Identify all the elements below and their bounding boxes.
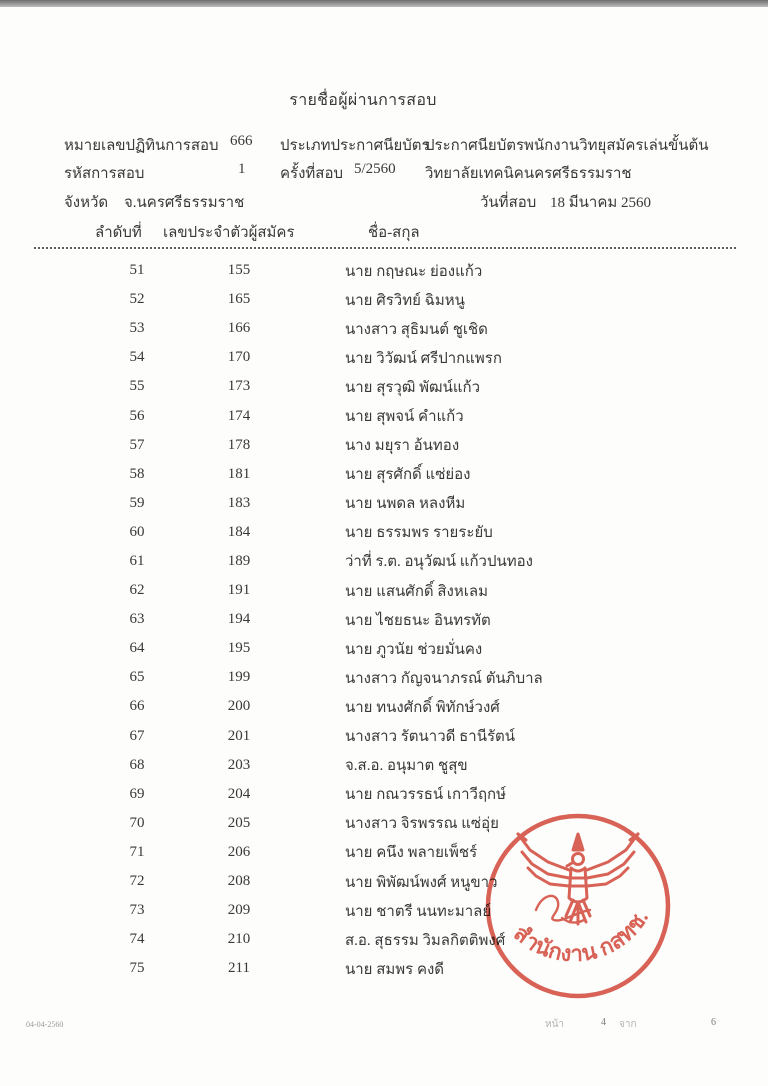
row-full-name: นางสาว รัตนาวดี ธานีรัตน์ [345,729,516,746]
row-order-number: 73 [129,902,145,919]
row-full-name: นาย กฤษณะ ย่องแก้ว [345,263,483,280]
row-full-name: นาย ชาตรี นนทะมาลย์ [345,903,492,920]
row-applicant-id: 201 [227,727,251,744]
table-row [0,838,768,867]
row-full-name: นาง มยุรา อ้นทอง [345,438,460,455]
row-applicant-id: 211 [228,960,250,977]
row-full-name: ว่าที่ ร.ต. อนุวัฒน์ แก้วปนทอง [345,554,533,571]
column-header-applicant-id: เลขประจำตัวผู้สมัคร [163,225,295,241]
table-row [0,809,768,838]
row-applicant-id: 184 [227,523,251,540]
table-row [0,722,768,751]
row-applicant-id: 199 [227,669,251,686]
row-applicant-id: 178 [227,436,251,453]
row-order-number: 57 [129,436,145,453]
province-label: จังหวัด [64,195,109,211]
row-full-name: นาย ธรรมพร รายระยับ [345,525,493,542]
row-applicant-id: 174 [227,407,251,424]
row-order-number: 60 [129,523,145,540]
table-row [0,663,768,692]
row-full-name: นาย ทนงศักดิ์ พิทักษ์วงศ์ [345,699,500,716]
exam-session-value: 5/2560 [354,161,396,177]
page-label: หน้า [545,1019,565,1030]
page-of-label: จาก [619,1019,637,1030]
row-applicant-id: 189 [227,552,251,569]
row-full-name: นาย พิพัฒน์พงศ์ หนูขาว [345,874,498,891]
table-row [0,489,768,518]
row-order-number: 56 [129,407,145,424]
row-order-number: 63 [129,611,145,628]
table-row [0,285,768,314]
table-row [0,605,768,634]
row-order-number: 70 [129,814,145,831]
table-row [0,401,768,430]
scan-edge [0,0,768,7]
row-full-name: นาย สุรศักดิ์ แซ่ย่อง [345,467,471,484]
row-full-name: จ.ส.อ. อนุมาต ชูสุข [345,758,468,775]
row-full-name: นาย ศิรวิทย์ ฉิมหนู [345,292,465,309]
column-header-order: ลำดับที่ [95,225,142,241]
row-full-name: นาย คนึง พลายเพ็ชร์ [345,845,478,862]
table-row [0,634,768,663]
table-row [0,372,768,401]
row-order-number: 68 [129,756,145,773]
row-full-name: นาย สมพร คงดี [345,961,445,978]
table-row [0,751,768,780]
results-table-body [0,256,768,983]
row-order-number: 72 [129,873,145,890]
row-applicant-id: 204 [227,785,251,802]
row-full-name: นาย ไชยธนะ อินทรทัต [345,612,491,629]
row-order-number: 66 [129,698,145,715]
page-number: 4 [601,1017,606,1028]
row-applicant-id: 183 [227,494,251,511]
row-applicant-id: 195 [227,640,251,657]
row-applicant-id: 200 [227,698,251,715]
exam-code-label: รหัสการสอบ [64,166,145,182]
row-applicant-id: 173 [227,378,251,395]
row-order-number: 71 [129,843,145,860]
print-date: 04-04-2560 [26,1020,64,1029]
row-applicant-id: 209 [227,902,251,919]
row-applicant-id: 206 [227,843,251,860]
calendar-number-label: หมายเลขปฏิทินการสอบ [64,138,219,154]
row-full-name: นางสาว สุธิมนต์ ชูเชิด [345,321,488,338]
row-order-number: 61 [129,552,145,569]
row-applicant-id: 203 [227,756,251,773]
table-row [0,547,768,576]
row-order-number: 58 [129,465,145,482]
table-row [0,896,768,925]
table-row [0,954,768,983]
row-applicant-id: 205 [227,814,251,831]
row-applicant-id: 155 [227,262,251,279]
row-order-number: 62 [129,582,145,599]
exam-date-value: 18 มีนาคม 2560 [550,195,651,211]
header-divider [34,247,736,249]
row-full-name: นาย แสนศักดิ์ สิงหเลม [345,583,488,600]
column-header-name: ชื่อ-สกุล [368,225,420,241]
row-applicant-id: 170 [227,349,251,366]
row-full-name: นาย กณวรรธน์ เกาวีฤกษ์ [345,787,507,804]
exam-code-value: 1 [238,161,246,177]
certificate-type-label: ประเภทประกาศนียบัตร [280,138,430,154]
table-row [0,431,768,460]
table-row [0,692,768,721]
row-order-number: 74 [129,931,145,948]
certificate-type-value: ประกาศนียบัตรพนักงานวิทยุสมัครเล่นขั้นต้น [425,138,709,154]
table-row [0,518,768,547]
table-row [0,576,768,605]
row-applicant-id: 166 [227,320,251,337]
row-applicant-id: 165 [227,291,251,308]
row-order-number: 59 [129,494,145,511]
row-applicant-id: 208 [227,873,251,890]
row-full-name: นาย สุรวุฒิ พัฒน์แก้ว [345,379,481,396]
calendar-number-value: 666 [230,133,253,149]
row-full-name: นาย นพดล หลงหีม [345,496,466,513]
row-order-number: 53 [129,320,145,337]
table-row [0,256,768,285]
exam-venue-value: วิทยาลัยเทคนิคนครศรีธรรมราช [425,166,632,182]
row-order-number: 54 [129,349,145,366]
page-total: 6 [711,1017,716,1028]
row-order-number: 51 [129,262,145,279]
row-applicant-id: 191 [227,582,251,599]
row-applicant-id: 181 [227,465,251,482]
row-order-number: 69 [129,785,145,802]
province-value: จ.นครศรีธรรมราช [124,195,245,211]
page-title: รายชื่อผู้ผ่านการสอบ [289,92,437,109]
row-full-name: นาย สุพจน์ คำแก้ว [345,409,464,426]
table-row [0,460,768,489]
stamp-text: สำนักงาน กสทช. [509,906,654,967]
table-row [0,867,768,896]
row-order-number: 65 [129,669,145,686]
row-full-name: นางสาว จิรพรรณ แซ่อุ่ย [345,816,499,833]
row-applicant-id: 194 [227,611,251,628]
table-row [0,343,768,372]
row-order-number: 64 [129,640,145,657]
row-order-number: 75 [129,960,145,977]
table-row [0,925,768,954]
exam-date-label: วันที่สอบ [480,195,537,211]
row-full-name: ส.อ. สุธรรม วิมลกิตติพงศ์ [345,932,506,949]
row-applicant-id: 210 [227,931,251,948]
table-row [0,314,768,343]
exam-session-label: ครั้งที่สอบ [280,166,343,182]
row-order-number: 55 [129,378,145,395]
row-full-name: นาย ภูวนัย ช่วยมั่นคง [345,641,483,658]
row-full-name: นาย วิวัฒน์ ศรีปากแพรก [345,350,502,367]
row-full-name: นางสาว กัญจนาภรณ์ ตันภิบาล [345,670,543,687]
row-order-number: 52 [129,291,145,308]
table-row [0,780,768,809]
row-order-number: 67 [129,727,145,744]
